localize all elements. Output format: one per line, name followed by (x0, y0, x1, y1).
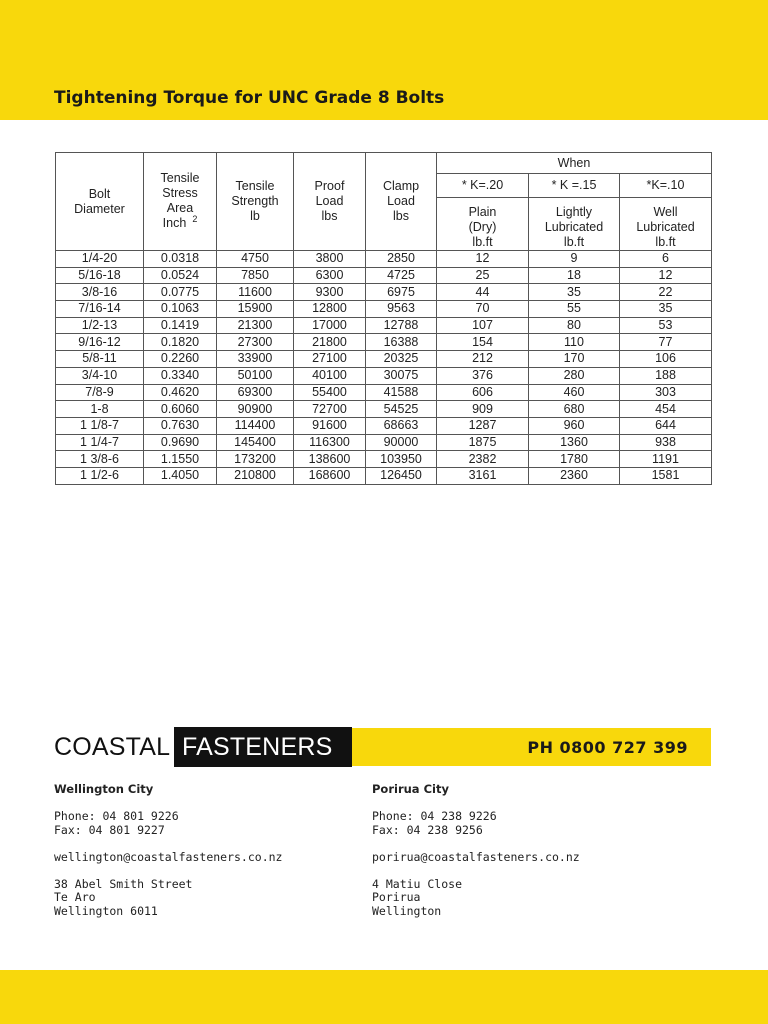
cell-bolt-diameter: 7/16-14 (56, 301, 144, 318)
cell-torque-well: 35 (620, 301, 712, 318)
cell-stress-area: 0.0318 (144, 251, 217, 268)
cell-torque-well: 644 (620, 417, 712, 434)
cell-clamp-load: 9563 (366, 301, 437, 318)
cell-torque-plain: 1287 (437, 417, 529, 434)
cell-torque-lightly: 35 (529, 284, 620, 301)
office-address-line: 4 Matiu Close (372, 876, 463, 891)
cell-proof-load: 40100 (294, 367, 366, 384)
cell-tensile-strength: 27300 (217, 334, 294, 351)
cell-torque-plain: 12 (437, 251, 529, 268)
cell-torque-well: 938 (620, 434, 712, 451)
cell-torque-well: 1191 (620, 451, 712, 468)
cell-torque-lightly: 18 (529, 267, 620, 284)
cell-bolt-diameter: 1 1/2-6 (56, 467, 144, 484)
header-k-020: * K=.20 (437, 174, 529, 198)
cell-torque-well: 77 (620, 334, 712, 351)
cell-stress-area: 1.1550 (144, 451, 217, 468)
office-email-link[interactable]: porirua@coastalfasteners.co.nz (372, 849, 580, 864)
office-city-name: Porirua City (372, 782, 449, 796)
cell-stress-area: 0.0775 (144, 284, 217, 301)
office-address-line: Wellington (372, 903, 442, 918)
cell-clamp-load: 2850 (366, 251, 437, 268)
coastal-fasteners-logo (54, 727, 352, 767)
cell-bolt-diameter: 1/4-20 (56, 251, 144, 268)
cell-proof-load: 27100 (294, 351, 366, 368)
cell-tensile-strength: 21300 (217, 317, 294, 334)
cell-torque-well: 303 (620, 384, 712, 401)
cell-torque-well: 454 (620, 401, 712, 418)
table-row (56, 251, 712, 268)
office-phone: Phone: 04 801 9226 (54, 809, 179, 823)
torque-table-body (56, 251, 712, 485)
cell-torque-well: 12 (620, 267, 712, 284)
cell-torque-lightly: 80 (529, 317, 620, 334)
cell-torque-plain: 154 (437, 334, 529, 351)
cell-torque-plain: 212 (437, 351, 529, 368)
cell-tensile-strength: 15900 (217, 301, 294, 318)
cell-bolt-diameter: 5/8-11 (56, 351, 144, 368)
cell-torque-lightly: 680 (529, 401, 620, 418)
cell-tensile-strength: 145400 (217, 434, 294, 451)
cell-torque-lightly: 2360 (529, 467, 620, 484)
cell-proof-load: 72700 (294, 401, 366, 418)
header-plain-dry: Plain (Dry) lb.ft (437, 198, 529, 251)
cell-tensile-strength: 173200 (217, 451, 294, 468)
cell-tensile-strength: 7850 (217, 267, 294, 284)
cell-bolt-diameter: 5/16-18 (56, 267, 144, 284)
office-phone: Phone: 04 238 9226 (372, 809, 497, 823)
cell-proof-load: 21800 (294, 334, 366, 351)
bottom-yellow-band (0, 970, 768, 1024)
cell-clamp-load: 30075 (366, 367, 437, 384)
office-fax: Fax: 04 801 9227 (54, 822, 165, 837)
cell-stress-area: 0.4620 (144, 384, 217, 401)
cell-torque-lightly: 170 (529, 351, 620, 368)
cell-clamp-load: 90000 (366, 434, 437, 451)
cell-tensile-strength: 4750 (217, 251, 294, 268)
cell-torque-plain: 606 (437, 384, 529, 401)
office-porirua (372, 782, 580, 917)
cell-proof-load: 91600 (294, 417, 366, 434)
cell-clamp-load: 54525 (366, 401, 437, 418)
cell-torque-lightly: 55 (529, 301, 620, 318)
page-title: Tightening Torque for UNC Grade 8 Bolts (54, 88, 445, 108)
cell-proof-load: 116300 (294, 434, 366, 451)
cell-torque-lightly: 9 (529, 251, 620, 268)
header-tensile-stress-area: Tensile Stress Area Inch $^2$ (144, 153, 217, 251)
header-k-010: *K=.10 (620, 174, 712, 198)
cell-proof-load: 9300 (294, 284, 366, 301)
logo-coastal-text: COASTAL (54, 727, 174, 767)
logo-fasteners-text: FASTENERS (174, 727, 352, 767)
cell-bolt-diameter: 1/2-13 (56, 317, 144, 334)
cell-proof-load: 3800 (294, 251, 366, 268)
cell-clamp-load: 20325 (366, 351, 437, 368)
cell-stress-area: 0.6060 (144, 401, 217, 418)
cell-clamp-load: 103950 (366, 451, 437, 468)
table-row (56, 417, 712, 434)
table-row (56, 351, 712, 368)
office-wellington (54, 782, 282, 917)
cell-proof-load: 138600 (294, 451, 366, 468)
office-city-name: Wellington City (54, 782, 154, 796)
table-row (56, 367, 712, 384)
table-row (56, 451, 712, 468)
cell-torque-well: 22 (620, 284, 712, 301)
cell-torque-plain: 909 (437, 401, 529, 418)
header-well-lubricated: Well Lubricated lb.ft (620, 198, 712, 251)
cell-torque-well: 6 (620, 251, 712, 268)
cell-torque-lightly: 1360 (529, 434, 620, 451)
cell-stress-area: 0.1820 (144, 334, 217, 351)
cell-torque-lightly: 280 (529, 367, 620, 384)
office-email-link[interactable]: wellington@coastalfasteners.co.nz (54, 849, 283, 864)
cell-tensile-strength: 50100 (217, 367, 294, 384)
cell-torque-well: 53 (620, 317, 712, 334)
header-bolt-diameter: Bolt Diameter (56, 153, 144, 251)
header-proof-load: Proof Load lbs (294, 153, 366, 251)
cell-torque-well: 188 (620, 367, 712, 384)
cell-torque-lightly: 110 (529, 334, 620, 351)
cell-tensile-strength: 69300 (217, 384, 294, 401)
cell-bolt-diameter: 9/16-12 (56, 334, 144, 351)
cell-clamp-load: 68663 (366, 417, 437, 434)
table-row (56, 284, 712, 301)
cell-stress-area: 0.9690 (144, 434, 217, 451)
header-k-015: * K =.15 (529, 174, 620, 198)
cell-bolt-diameter: 1 1/8-7 (56, 417, 144, 434)
cell-torque-plain: 107 (437, 317, 529, 334)
header-clamp-load: Clamp Load lbs (366, 153, 437, 251)
cell-bolt-diameter: 1 3/8-6 (56, 451, 144, 468)
cell-torque-plain: 1875 (437, 434, 529, 451)
cell-stress-area: 0.1419 (144, 317, 217, 334)
cell-proof-load: 55400 (294, 384, 366, 401)
cell-bolt-diameter: 1 1/4-7 (56, 434, 144, 451)
cell-stress-area: 0.2260 (144, 351, 217, 368)
cell-clamp-load: 4725 (366, 267, 437, 284)
table-row (56, 334, 712, 351)
cell-torque-well: 106 (620, 351, 712, 368)
table-row (56, 434, 712, 451)
cell-torque-plain: 2382 (437, 451, 529, 468)
office-address-line: Porirua (372, 890, 421, 904)
cell-stress-area: 0.0524 (144, 267, 217, 284)
cell-tensile-strength: 33900 (217, 351, 294, 368)
cell-stress-area: 1.4050 (144, 467, 217, 484)
cell-tensile-strength: 210800 (217, 467, 294, 484)
cell-clamp-load: 12788 (366, 317, 437, 334)
cell-torque-lightly: 960 (529, 417, 620, 434)
office-fax: Fax: 04 238 9256 (372, 822, 483, 837)
table-row (56, 467, 712, 484)
table-row (56, 384, 712, 401)
cell-bolt-diameter: 3/4-10 (56, 367, 144, 384)
table-row (56, 317, 712, 334)
office-address-line: Te Aro (54, 890, 96, 904)
cell-torque-plain: 44 (437, 284, 529, 301)
cell-clamp-load: 126450 (366, 467, 437, 484)
cell-torque-plain: 25 (437, 267, 529, 284)
cell-proof-load: 6300 (294, 267, 366, 284)
cell-stress-area: 0.7630 (144, 417, 217, 434)
phone-number-band: PH 0800 727 399 (352, 728, 711, 766)
squared-superscript: 2 (192, 213, 198, 224)
office-address-line: Wellington 6011 (54, 903, 158, 918)
cell-torque-plain: 3161 (437, 467, 529, 484)
header-lightly-lubricated: Lightly Lubricated lb.ft (529, 198, 620, 251)
cell-clamp-load: 6975 (366, 284, 437, 301)
cell-bolt-diameter: 7/8-9 (56, 384, 144, 401)
header-tensile-strength: Tensile Strength lb (217, 153, 294, 251)
cell-proof-load: 168600 (294, 467, 366, 484)
table-row (56, 401, 712, 418)
cell-stress-area: 0.1063 (144, 301, 217, 318)
cell-torque-plain: 376 (437, 367, 529, 384)
cell-torque-lightly: 460 (529, 384, 620, 401)
cell-clamp-load: 41588 (366, 384, 437, 401)
table-row (56, 301, 712, 318)
cell-clamp-load: 16388 (366, 334, 437, 351)
cell-torque-well: 1581 (620, 467, 712, 484)
cell-bolt-diameter: 3/8-16 (56, 284, 144, 301)
cell-tensile-strength: 11600 (217, 284, 294, 301)
cell-proof-load: 17000 (294, 317, 366, 334)
table-row (56, 267, 712, 284)
cell-proof-load: 12800 (294, 301, 366, 318)
cell-tensile-strength: 90900 (217, 401, 294, 418)
cell-bolt-diameter: 1-8 (56, 401, 144, 418)
header-when: When (437, 153, 712, 174)
cell-torque-plain: 70 (437, 301, 529, 318)
cell-tensile-strength: 114400 (217, 417, 294, 434)
office-address-line: 38 Abel Smith Street (54, 876, 193, 891)
cell-stress-area: 0.3340 (144, 367, 217, 384)
torque-table (55, 152, 712, 485)
cell-torque-lightly: 1780 (529, 451, 620, 468)
